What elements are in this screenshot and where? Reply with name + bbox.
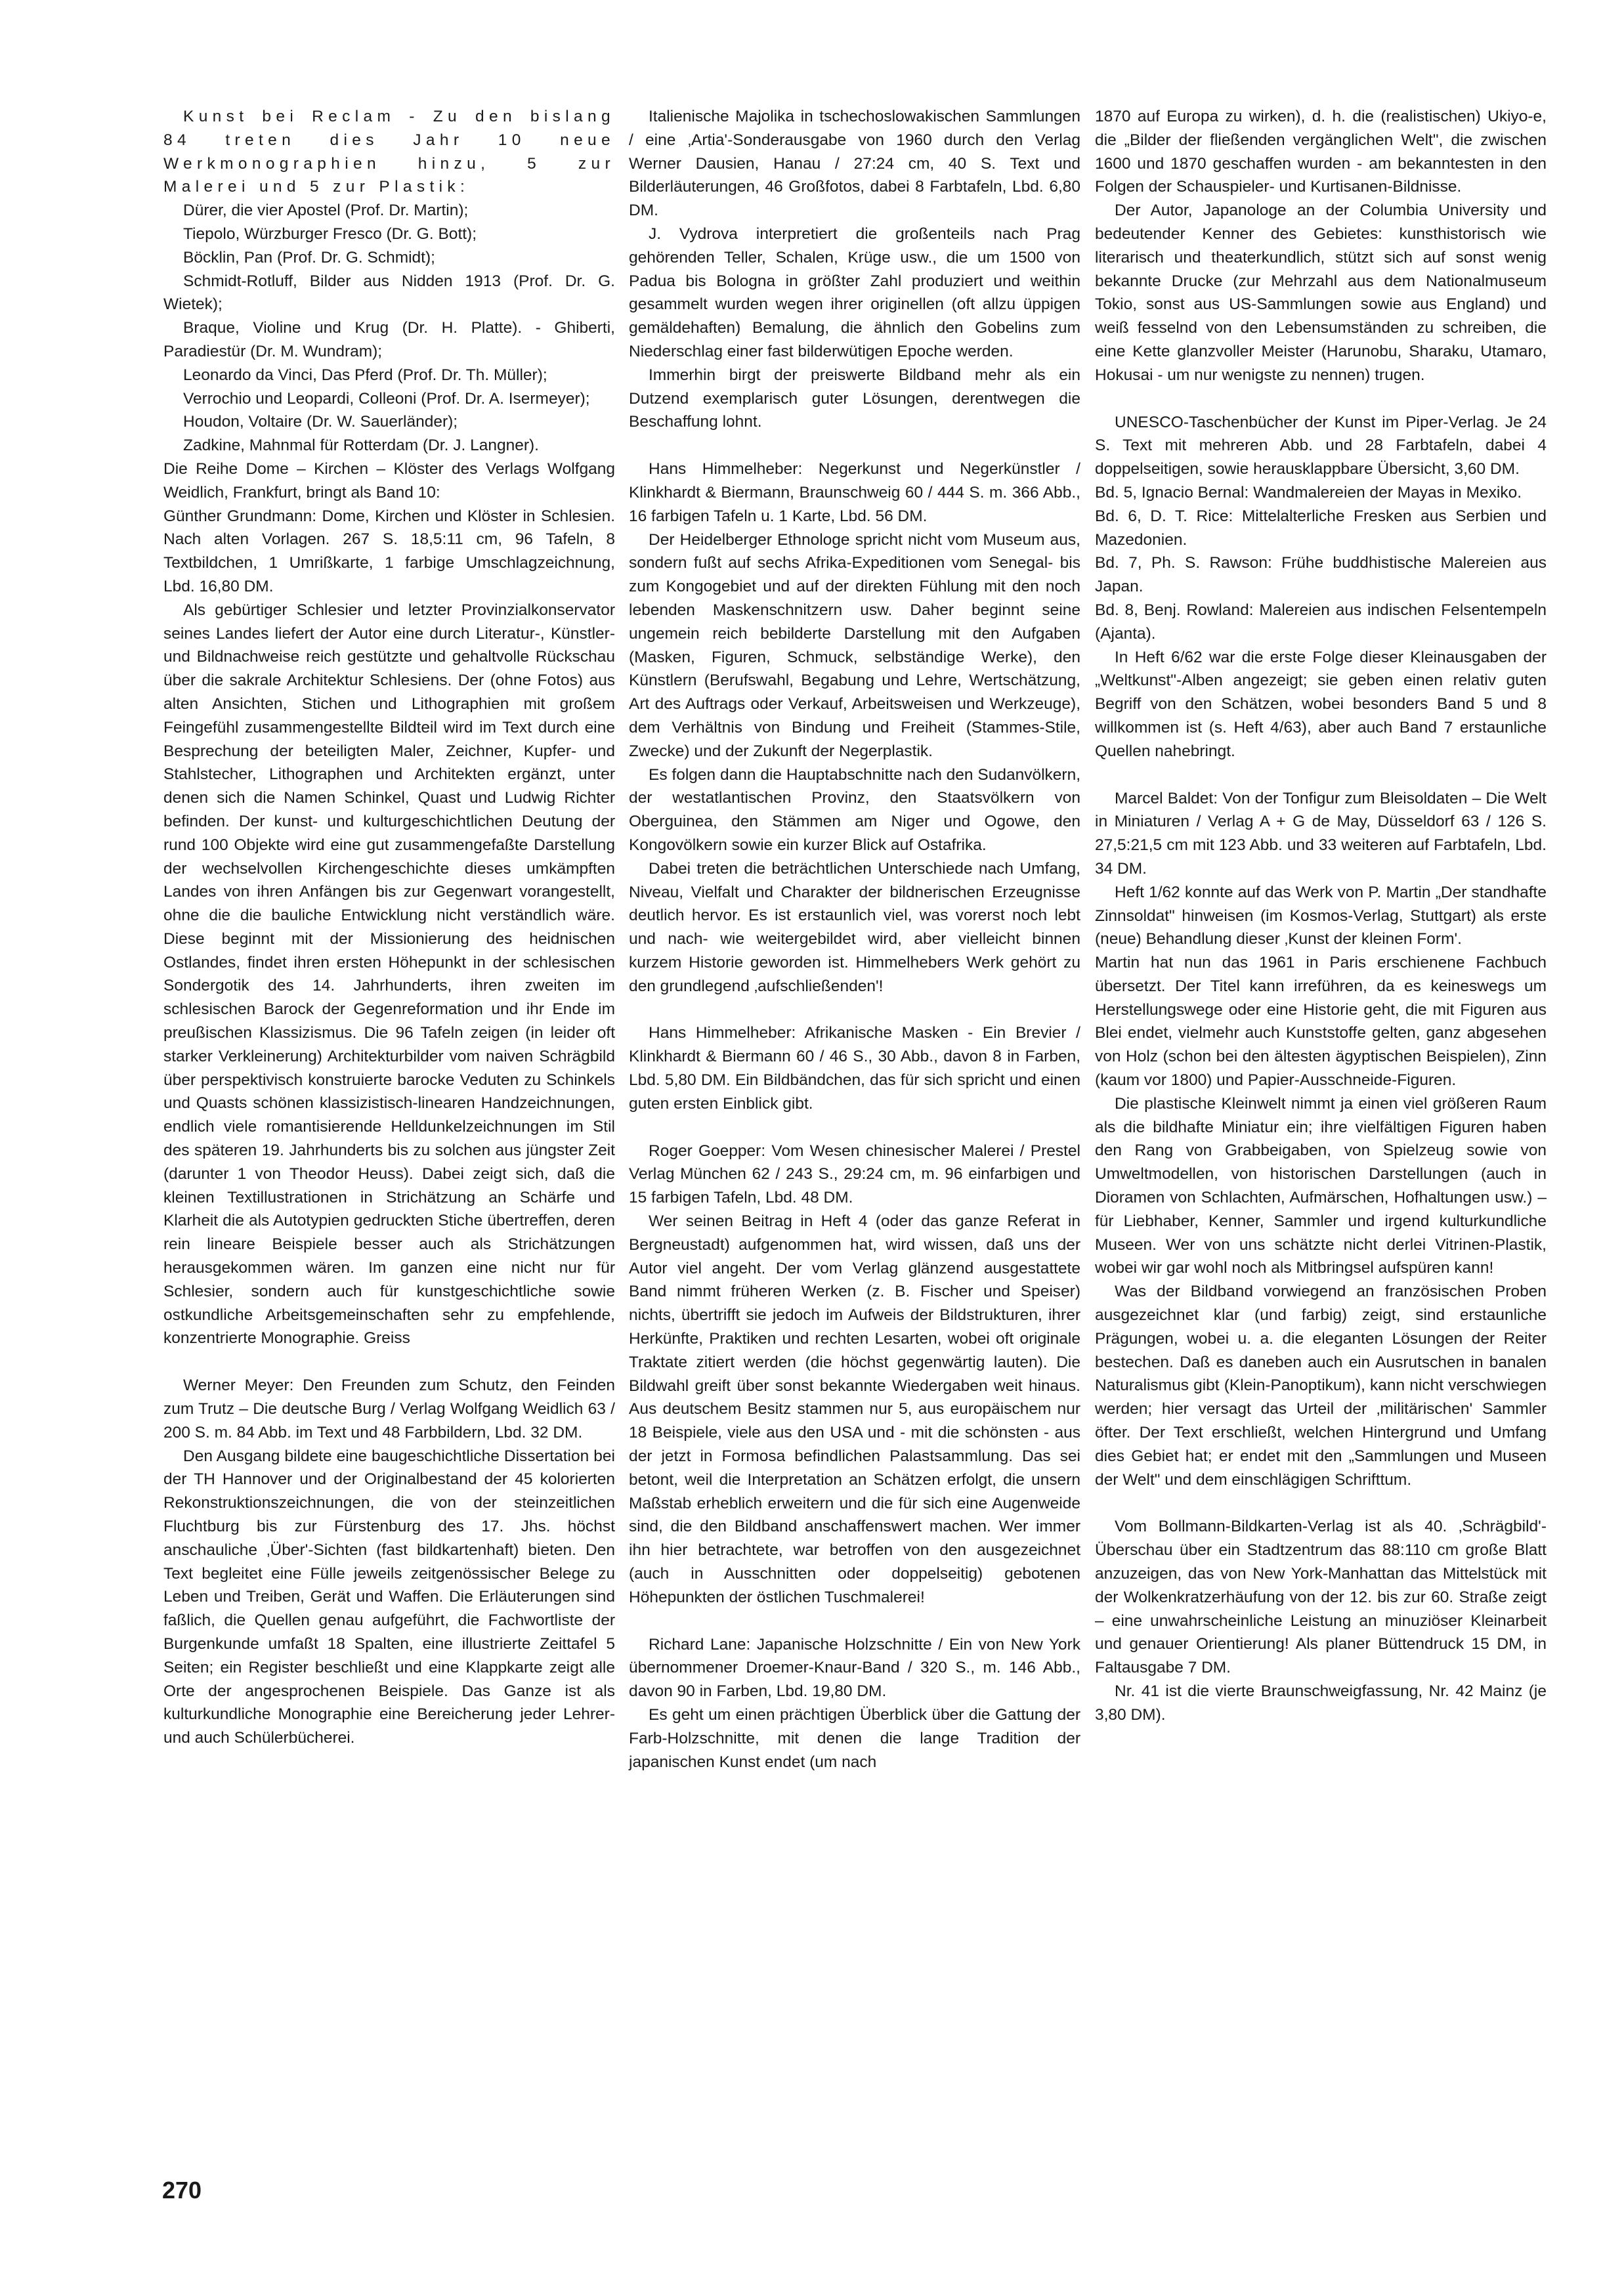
text-column-middle	[629, 105, 1080, 1774]
paragraph: Bd. 7, Ph. S. Rawson: Frühe buddhistische Malereien aus Japan.	[1095, 554, 1547, 596]
paragraph: Günther Grundmann: Dome, Kirchen und Klöster in Schlesien. Nach alten Vorlagen. 267 S. 18,5:11 cm, 96 Tafeln, 8 Textbildchen, 1 Umrißkarte, 1 farbige Umschlagzeichnung, Lbd. 16,80 DM.	[163, 507, 615, 595]
paragraph: Martin hat nun das 1961 in Paris erschienene Fachbuch übersetzt. Der Titel kann irreführen, da es keineswegs um Herstellungswege oder eine Historie geht, die mit Figuren aus Blei endet, vielmehr auch Kunststoffe gelten, ganz abgesehen von Holz (schon bei den ältesten ägyptischen Beispielen), Zinn (kaum vor 1800) und Papier-Ausschneide-Figuren.	[1095, 954, 1547, 1090]
paragraph: Böcklin, Pan (Prof. Dr. G. Schmidt);	[183, 248, 435, 267]
text-column-right	[1095, 105, 1547, 1727]
text-column-left	[163, 105, 615, 1750]
paragraph: Hans Himmelheber: Afrikanische Masken - Ein Brevier / Klinkhardt & Biermann 60 / 46 S., 30 Abb., davon 8 in Farben, Lbd. 5,80 DM. Ein Bildbändchen, das für sich spricht und einen guten ersten Einblick gibt.	[629, 1024, 1080, 1113]
paragraph: Braque, Violine und Krug (Dr. H. Platte). - Ghiberti, Paradiestür (Dr. M. Wundram);	[163, 319, 615, 360]
paragraph: Es geht um einen prächtigen Überblick über die Gattung der Farb-Holzschnitte, mit denen die lange Tradition der japanischen Kunst endet (um nach	[629, 1706, 1080, 1771]
paragraph: Den Ausgang bildete eine baugeschichtliche Dissertation bei der TH Hannover und der Originalbestand der 45 kolorierten Rekonstruktionszeichnungen, die von der steinzeitlichen Fluchtburg bis zur Fürstenburg des 17. Jhs. höchst anschauliche ‚Über'-Sichten (fast bildkartenhaft) bieten. Den Text begleitet eine Fülle jeweils zeitgenössischer Belege zu Leben und Treiben, Gerät und Waffen. Die Erläuterungen sind faßlich, die Quellen genau aufgeführt, die Fachwortliste der Burgenkunde umfaßt 18 Spalten, eine illustrierte Zeittafel 5 Seiten; ein Register beschließt und eine Klappkarte zeigt alle Orte der angesprochenen Beispiele. Das Ganze ist als kulturkundliche Monographie eine Bereicherung jeder Lehrer- und auch Schülerbücherei.	[163, 1447, 615, 1747]
paragraph: Dabei treten die beträchtlichen Unterschiede nach Umfang, Niveau, Vielfalt und Charakter der bildnerischen Erzeugnisse deutlich hervor. Es ist erstaunlich viel, was vorerst noch lebt und nach- wie weitergebildet wird, aber vielleicht binnen kurzem Historie geworden ist. Himmelhebers Werk gehört zu den grundlegend ‚aufschließenden'!	[629, 859, 1080, 995]
paragraph: Marcel Baldet: Von der Tonfigur zum Bleisoldaten – Die Welt in Miniaturen / Verlag A + G de May, Düsseldorf 63 / 126 S. 27,5:21,5 cm mit 123 Abb. und 33 weiteren auf Farbtafeln, Lbd. 34 DM.	[1095, 789, 1547, 878]
paragraph: Italienische Majolika in tschechoslowakischen Sammlungen / eine ‚Artia'-Sonderausgabe von 1960 durch den Verlag Werner Dausien, Hanau / 27:24 cm, 40 S. Text und Bilderläuterungen, 46 Großfotos, dabei 8 Farbtafeln, Lbd. 6,80 DM.	[629, 108, 1080, 220]
paragraph: Immerhin birgt der preiswerte Bildband mehr als ein Dutzend exemplarisch guter Lösungen, derentwegen die Beschaffung lohnt.	[629, 366, 1080, 431]
paragraph: Der Heidelberger Ethnologe spricht nicht vom Museum aus, sondern fußt auf sechs Afrika-Expeditionen vom Senegal- bis zum Kongogebiet und auf der direkten Fühlung mit den noch lebenden Maskenschnitzern usw. Daher beginnt seine ungemein reich bebilderte Darstellung mit den Aufgaben (Masken, Figuren, Schmuck, selbständige Werke), den Künstlern (Berufswahl, Begabung und Lehre, Wertschätzung, Art des Auftrags oder Verkauf, Arbeitsweisen und Werkzeuge), dem Verhältnis von Bindung und Freiheit (Stammes-Stile, Zwecke) und der Zukunft der Negerplastik.	[629, 530, 1080, 760]
paragraph: Kunst bei Reclam - Zu den bislang 84 treten dies Jahr 10 neue Werkmonographien hinzu, 5 zur Malerei und 5 zur Plastik:	[163, 108, 615, 196]
paragraph: Wer seinen Beitrag in Heft 4 (oder das ganze Referat in Bergneustadt) aufgenommen hat, wird wissen, daß uns der Autor viel angeht. Der vom Verlag glänzend ausgestattete Band nimmt früheren Werken (z. B. Fischer und Speiser) nichts, übertrifft sie jedoch im Aufweis der Bildstrukturen, ihrer Herkünfte, Praktiken und rechten Lesarten, wobei oft originale Traktate zitiert werden (die höchst gegenwärtig lauten). Die Bildwahl greift über sonst bekannte Wiedergaben weit hinaus. Aus deutschem Besitz stammen nur 5, aus europäischem nur 18 Beispiele, viele aus den USA und - mit die schönsten - aus der jetzt in Formosa befindlichen Palastsammlung. Das sei betont, weil die Interpretation an Schätzen erfolgt, die unsern Maßstab erheblich erweitern und die für sich eine Augenweide sind, die den Bildband anschaffenswert machen. Wer immer ihn hier betrachtete, war betroffen von den ausgezeichnet (auch in Ausschnitten oder doppelseitig) gebotenen Höhepunkten der östlichen Tuschmalerei!	[629, 1212, 1080, 1606]
paragraph: Schmidt-Rotluff, Bilder aus Nidden 1913 (Prof. Dr. G. Wietek);	[163, 272, 615, 314]
paragraph: Richard Lane: Japanische Holzschnitte / Ein von New York übernommener Droemer-Knaur-Band / 320 S., m. 146 Abb., davon 90 in Farben, Lbd. 19,80 DM.	[629, 1635, 1080, 1701]
paragraph: Zadkine, Mahnmal für Rotterdam (Dr. J. Langner).	[183, 437, 539, 455]
paragraph: Vom Bollmann-Bildkarten-Verlag ist als 40. ‚Schrägbild'-Überschau über ein Stadtzentrum das 88:110 cm große Blatt anzuzeigen, das von New York-Manhattan das Mittelstück mit der Wolkenkratzerhäufung von der 12. bis zur 60. Straße zeigt – eine unwahrscheinliche Leistung an minuziöser Kleinarbeit und genauer Orientierung! Als planer Büttendruck 15 DM, in Faltausgabe 7 DM.	[1095, 1518, 1547, 1677]
paragraph: Dürer, die vier Apostel (Prof. Dr. Martin);	[183, 202, 469, 220]
paragraph: Werner Meyer: Den Freunden zum Schutz, den Feinden zum Trutz – Die deutsche Burg / Verlag Wolfgang Weidlich 63 / 200 S. m. 84 Abb. im Text und 48 Farbbildern, Lbd. 32 DM.	[163, 1376, 615, 1441]
paragraph: Die plastische Kleinwelt nimmt ja einen viel größeren Raum als die bildhafte Miniatur ein; ihre vielfältigen Figuren haben den Rang von Grabbeigaben, von Spielzeug sowie von Umweltmodellen, von historischen Darstellungen (auch in Dioramen von Schlachten, Aufmärschen, Hofhaltungen usw.) – für Liebhaber, Kenner, Sammler und irgend kulturkundliche Museen. Wer von uns schätzte nicht derlei Vitrinen-Plastik, wobei wir gar wohl noch als Mitbringsel aufspüren kann!	[1095, 1094, 1547, 1277]
paragraph: Es folgen dann die Hauptabschnitte nach den Sudanvölkern, der westatlantischen Provinz, den Staatsvölkern von Oberguinea, den Stämmen am Niger und Ogowe, den Kongovölkern sowie ein kurzer Blick auf Ostafrika.	[629, 765, 1080, 854]
paragraph: Bd. 8, Benj. Rowland: Malereien aus indischen Felsentempeln (Ajanta).	[1095, 601, 1547, 643]
paragraph: Roger Goepper: Vom Wesen chinesischer Malerei / Prestel Verlag München 62 / 243 S., 29:24 cm, m. 96 einfarbigen und 15 farbigen Tafeln, Lbd. 48 DM.	[629, 1142, 1080, 1207]
paragraph: Heft 1/62 konnte auf das Werk von P. Martin „Der standhafte Zinnsoldat" hinweisen (im Kosmos-Verlag, Stuttgart) als erste (neue) Behandlung dieser ‚Kunst der kleinen Form'.	[1095, 883, 1547, 949]
paragraph: Bd. 5, Ignacio Bernal: Wandmalereien der Mayas in Mexiko.	[1095, 483, 1522, 501]
paragraph: In Heft 6/62 war die erste Folge dieser Kleinausgaben der „Weltkunst"-Alben angezeigt; sie geben einen relativ guten Begriff von den Schätzen, wobei besonders Band 5 und 8 willkommen ist (s. Heft 4/63), aber auch Band 7 erstaunliche Quellen nahebringt.	[1095, 648, 1547, 760]
paragraph: 1870 auf Europa zu wirken), d. h. die (realistischen) Ukiyo-e, die „Bilder der fließenden vergänglichen Welt", die zwischen 1600 und 1870 geschaffen wurden - am bekanntesten in den Folgen der Schauspieler- und Kurtisanen-Bildnisse.	[1095, 108, 1547, 196]
paragraph: Hans Himmelheber: Negerkunst und Negerkünstler / Klinkhardt & Biermann, Braunschweig 60 / 444 S. m. 366 Abb., 16 farbigen Tafeln u. 1 Karte, Lbd. 56 DM.	[629, 460, 1080, 525]
paragraph: Nr. 41 ist die vierte Braunschweigfassung, Nr. 42 Mainz (je 3,80 DM).	[1095, 1682, 1547, 1724]
paragraph: Leonardo da Vinci, Das Pferd (Prof. Dr. Th. Müller);	[183, 366, 547, 384]
paragraph: Der Autor, Japanologe an der Columbia University und bedeutender Kenner des Gebietes: kunsthistorisch wie literarisch und theaterkundlich, stützt sich auf sonst wenig bekannte Drucke (zur Mehrzahl aus dem Nationalmuseum Tokio, sonst aus US-Sammlungen sowie aus England) und weiß fesselnd von den Lebensumständen zu schreiben, die eine Kette glanzvoller Meister (Harunobu, Sharaku, Utamaro, Hokusai - um nur wenigste zu nennen) trugen.	[1095, 202, 1547, 384]
paragraph: UNESCO-Taschenbücher der Kunst im Piper-Verlag. Je 24 S. Text mit mehreren Abb. und 28 Farbtafeln, dabei 4 doppelseitigen, sowie herausklappbare Übersicht, 3,60 DM.	[1095, 413, 1547, 479]
paragraph: Verrochio und Leopardi, Colleoni (Prof. Dr. A. Isermeyer);	[183, 389, 590, 408]
paragraph: Was der Bildband vorwiegend an französischen Proben ausgezeichnet klar (und farbig) zeigt, sind erstaunliche Prägungen, wobei u. a. die eleganten Lösungen der Reiter bestechen. Daß es daneben auch ein Ausrutschen in banalen Naturalismus gibt (Klein-Panoptikum), kann nicht verschwiegen werden; hier versagt das Urteil der ‚militärischen' Sammler öfter. Der Text erschließt, welchen Hintergrund und Umfang dies Gebiet hat; er endet mit den „Sammlungen und Museen der Welt" und dem einschlägigen Schrifttum.	[1095, 1283, 1547, 1489]
paragraph: Houdon, Voltaire (Dr. W. Sauerländer);	[183, 413, 458, 431]
paragraph: Als gebürtiger Schlesier und letzter Provinzialkonservator seines Landes liefert der Autor eine durch Literatur-, Künstler- und Bildnachweise reich gestützte und gehaltvolle Rückschau über die sakrale Architektur Schlesiens. Der (ohne Fotos) aus alten Ansichten, Stichen und Lithographien mit großem Feingefühl zusammengestellte Bildteil wird im Text durch eine Besprechung der beteiligten Maler, Zeichner, Kupfer- und Stahlstecher, Lithographen und Architekten ergänzt, unter denen sich die Namen Schinkel, Quast und Ludwig Richter befinden. Der kunst- und kulturgeschichtlichen Deutung der rund 100 Objekte wird eine gut zusammengefaßte Darstellung der wechselvollen Kirchengeschichte dieses umkämpften Landes von ihren Anfängen bis zur Gegenwart vorangestellt, ohne die die bauliche Entwicklung nicht verständlich wäre. Diese beginnt mit der Missionierung des heidnischen Ostlandes, findet ihren ersten Höhepunkt in der schlesischen Sondergotik des 14. Jahrhunderts, ihren zweiten im schlesischen Barock der Gegenreformation und ihr Ende im preußischen Klassizismus. Die 96 Tafeln zeigen (in leider oft starker Verkleinerung) Architekturbilder vom naiven Schrägbild über perspektivisch konstruierte barocke Veduten zu Schinkels und Quasts schönen klassizistisch-linearen Handzeichnungen, endlich viele romantisierende Helldunkelzeichnungen im Stil des späteren 19. Jahrhunderts bis zu solchen aus jüngster Zeit (darunter 1 von Theodor Heuss). Dabei zeigt sich, daß die kleinen Textillustrationen in Strichätzung an Schärfe und Klarheit die als Autotypien gedruckten Stiche übertreffen, deren rein lineare Beispiele besser auch als Strichätzungen herausgekommen wären. Im ganzen eine nicht nur für Schlesier, sondern auch für kunstgeschichtliche sowie ostkundliche Arbeitsgemeinschaften sehr zu empfehlende, konzentrierte Monographie. Greiss	[163, 601, 615, 1348]
paragraph: Tiepolo, Würzburger Fresco (Dr. G. Bott);	[183, 224, 477, 243]
paragraph: Bd. 6, D. T. Rice: Mittelalterliche Fresken aus Serbien und Mazedonien.	[1095, 507, 1547, 549]
paragraph: Die Reihe Dome – Kirchen – Klöster des Verlags Wolfgang Weidlich, Frankfurt, bringt als Band 10:	[163, 459, 615, 501]
page-number: 270	[162, 2177, 202, 2204]
paragraph: J. Vydrova interpretiert die großenteils nach Prag gehörenden Teller, Schalen, Krüge usw., die um 1500 von Padua bis Bologna in größter Zahl produziert und weithin gesammelt wurden wegen ihrer originellen (oft allzu üppigen gemäldehaften) Bemalung, die ähnlich den Gobelins zum Niederschlag einer fast bilderwütigen Epoche werden.	[629, 224, 1080, 360]
